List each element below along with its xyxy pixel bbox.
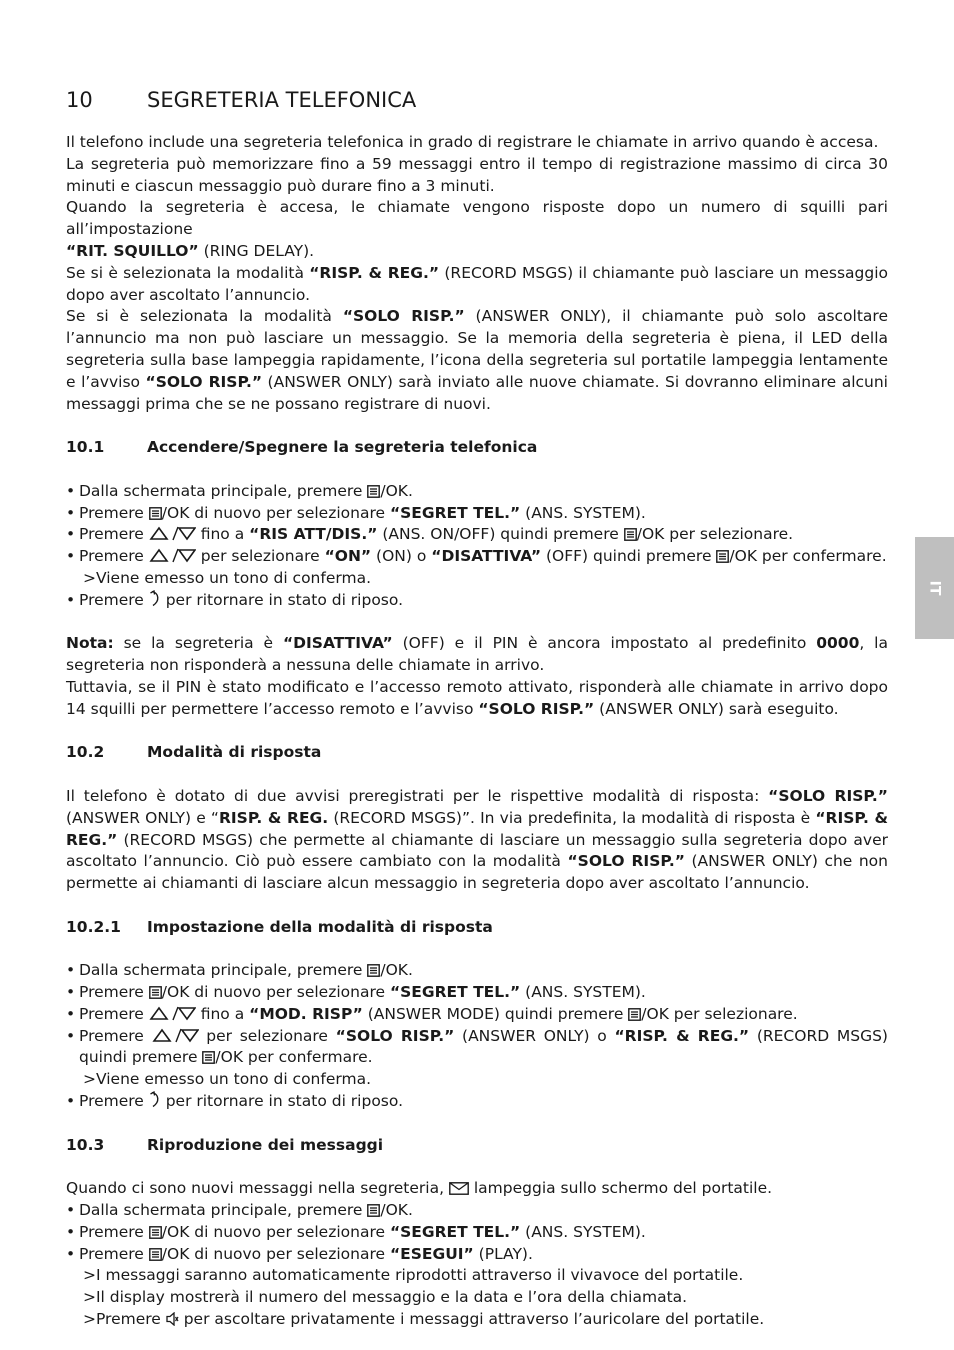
list-item: • Premere per selezionare “ON” (ON) o “DISATTIVA” (OFF) quindi premere /OK per confermare. (66, 547, 887, 566)
up-down-arrows-icon (152, 1028, 199, 1043)
list-item: • Dalla schermata principale, premere /OK. (66, 481, 413, 500)
list-item: • Dalla schermata principale, premere /OK. (66, 1201, 413, 1220)
list-item: • Dalla schermata principale, premere /OK. (66, 961, 413, 980)
up-down-arrows-icon (149, 1006, 196, 1021)
menu-icon (624, 528, 637, 541)
list-item: • Premere fino a “MOD. RISP” (ANSWER MODE) quindi premere /OK per selezionare. (66, 1004, 798, 1023)
speaker-icon (166, 1312, 179, 1326)
sub-item: >Il display mostrerà il numero del messaggio e la data e l’ora della chiamata. (83, 1288, 688, 1307)
section-heading-10-1: 10.1 Accendere/Spegnere la segreteria telefonica (66, 438, 538, 457)
chapter-number: 10 (66, 88, 93, 112)
answer-mode-paragraph: Il telefono è dotato di due avvisi preregistrati per le rispettive modalità di risposta: “SOLO RISP.” (ANSWER ONLY) e “RISP. & REG. (RECORD MSGS)”. In via predefinita, la modalità di risposta è “RISP. & REG.” (RECORD MSGS) che permette al chiamante di lasciare un messaggio sulla segreteria dopo aver ascoltato l’annuncio. Ciò può essere cambiato con la modalità “SOLO RISP.” (ANSWER ONLY) che non permette ai chiamanti di lasciare alcun messaggio in segreteria dopo aver ascoltato l’annuncio. (66, 786, 888, 893)
list-item: • Premere /OK di nuovo per selezionare “SEGRET TEL.” (ANS. SYSTEM). (66, 983, 646, 1002)
menu-icon (202, 1051, 215, 1064)
list-item: • Premere fino a “RIS ATT/DIS.” (ANS. ON/OFF) quindi premere /OK per selezionare. (66, 525, 794, 544)
up-down-arrows-icon (149, 526, 196, 541)
note-paragraph-2: Tuttavia, se il PIN è stato modificato e l’accesso remoto attivato, risponderà alle chiamate in arrivo dopo 14 squilli per permettere l’accesso remoto e l’avviso “SOLO RISP.” (ANSWER ONLY) sarà eseguito. (66, 677, 888, 718)
section-heading-10-2-1: 10.2.1 Impostazione della modalità di risposta (66, 917, 493, 936)
list-item: • Premere /OK di nuovo per selezionare “SEGRET TEL.” (ANS. SYSTEM). (66, 1222, 646, 1241)
menu-icon (367, 964, 380, 977)
sub-item: >Viene emesso un tono di conferma. (83, 568, 371, 587)
sub-item: >Viene emesso un tono di conferma. (83, 1070, 371, 1089)
chapter-heading (66, 88, 888, 112)
menu-icon (367, 485, 380, 498)
section-heading-10-3: 10.3 Riproduzione dei messaggi (66, 1135, 384, 1154)
list-item: • Premere per ritornare in stato di riposo. (66, 590, 404, 609)
chapter-title: SEGRETERIA TELEFONICA (147, 88, 417, 112)
menu-icon (716, 550, 729, 563)
menu-icon (149, 1226, 162, 1239)
end-call-icon (149, 1091, 161, 1108)
menu-icon (367, 1204, 380, 1217)
menu-icon (149, 507, 162, 520)
menu-icon (149, 986, 162, 999)
manual-page (66, 88, 888, 1331)
list-item: • Premere /OK di nuovo per selezionare “SEGRET TEL.” (ANS. SYSTEM). (66, 503, 646, 522)
note-paragraph: Nota: se la segreteria è “DISATTIVA” (OFF) e il PIN è ancora impostato al predefinito 0000, la segreteria non risponderà a nessuna delle chiamate in arrivo. (66, 634, 888, 675)
steps-10-2-1 (66, 960, 888, 1113)
up-down-arrows-icon (149, 548, 196, 563)
menu-icon (628, 1008, 641, 1021)
section-heading-10-2: 10.2 Modalità di risposta (66, 743, 322, 762)
language-tab (915, 537, 954, 639)
playback-intro: Quando ci sono nuovi messaggi nella segreteria, lampeggia sullo schermo del portatile. (66, 1179, 773, 1198)
menu-icon (149, 1248, 162, 1261)
language-tab-label: IT (926, 580, 943, 596)
envelope-icon (449, 1182, 469, 1195)
sub-item: >Premere per ascoltare privatamente i messaggi attraverso l’auricolare del portatile. (83, 1310, 765, 1329)
list-item: • Premere per ritornare in stato di riposo. (66, 1092, 404, 1111)
end-call-icon (149, 590, 161, 607)
list-item: • Premere per selezionare “SOLO RISP.” (ANSWER ONLY) o “RISP. & REG.” (RECORD MSGS) quindi premere /OK per confermare. (66, 1026, 888, 1067)
list-item: • Premere /OK di nuovo per selezionare “ESEGUI” (PLAY). (66, 1244, 533, 1263)
steps-10-1 (66, 481, 888, 612)
intro-paragraph: Il telefono include una segreteria telefonica in grado di registrare le chiamate in arrivo quando è accesa. La segreteria può memorizzare fino a 59 messaggi entro il tempo di registrazione massimo di circa 30 minuti e ciascun messaggio può durare fino a 3 minuti. Quando la segreteria è accesa, le chiamate vengono risposte dopo un numero di squilli pari all’impostazione “RIT. SQUILLO” (RING DELAY). Se si è selezionata la modalità “RISP. & REG.” (RECORD MSGS) il chiamante può lasciare un messaggio dopo aver ascoltato l’annuncio. Se si è selezionata la modalità “SOLO RISP.” (ANSWER ONLY), il chiamante può solo ascoltare l’annuncio ma non può lasciare un messaggio. Se la memoria della segreteria è piena, il LED della segreteria sulla base lampeggia rapidamente, l’icona della segreteria sul portatile lampeggia lentamente e l’avviso “SOLO RISP.” (ANSWER ONLY) sarà inviato alle nuove chiamate. Si dovranno eliminare alcuni messaggi prima che se ne possano registrare di nuovi. (66, 133, 888, 413)
sub-item: >I messaggi saranno automaticamente riprodotti attraverso il vivavoce del portatile. (83, 1266, 744, 1285)
steps-10-3 (66, 1178, 888, 1331)
